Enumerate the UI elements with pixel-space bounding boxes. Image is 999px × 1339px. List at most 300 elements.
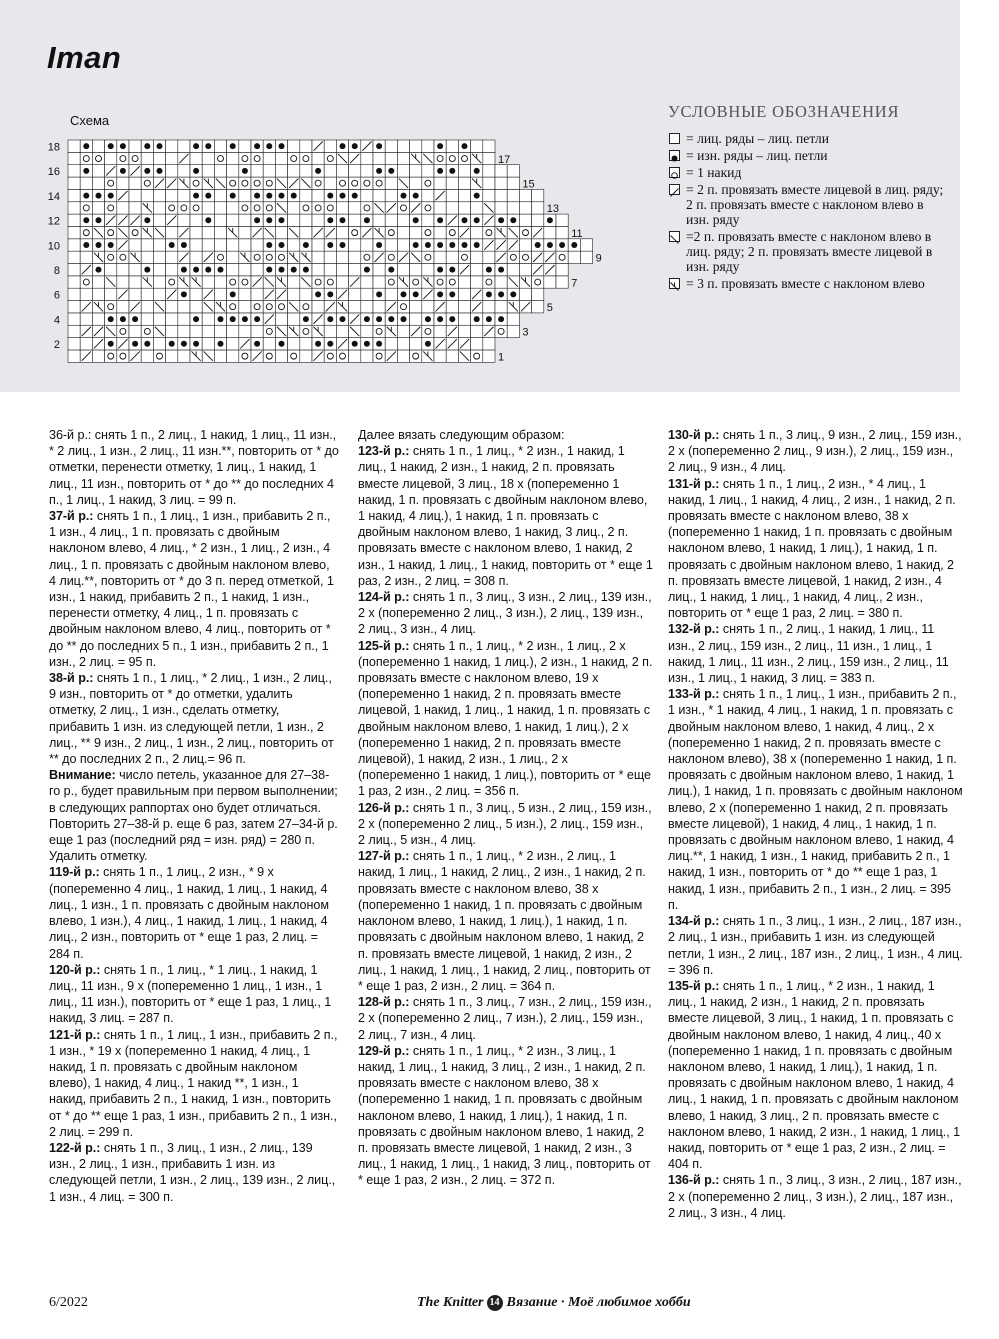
chart-cell <box>507 264 519 276</box>
chart-cell <box>288 350 300 362</box>
chart-cell <box>532 301 544 313</box>
instruction-paragraph <box>49 427 339 508</box>
chart-cell <box>92 338 104 350</box>
chart-cell <box>141 189 153 201</box>
chart-cell <box>507 189 519 201</box>
chart-cell <box>214 350 226 362</box>
legend-item-k2tog <box>668 182 948 227</box>
row-number-right: 17 <box>498 153 511 166</box>
chart-cell <box>239 214 251 226</box>
row-label: Внимание: <box>49 768 116 783</box>
chart-cell <box>153 214 165 226</box>
chart-cell <box>178 189 190 201</box>
chart-cell <box>422 177 434 189</box>
chart-cell <box>275 251 287 263</box>
row-text: снять 1 п., 1 лиц., * 2 изн., 3 лиц., 1 накид, 1 лиц., 1 накид, 3 лиц., 2 изн., 1 накид, 2 п. провязать вместе с наклоном влево, 38 х (попеременно 1 накид, 1 п. провязать с двойным наклоном влево, 1 накид, 1 лиц.), 1 накид, 1 п. провязать с двойным наклоном влево, 1 накид, 2 п. провязать вместе лицевой, 1 накид, 2 изн., 3 лиц., 1 накид, 1 лиц., 1 накид, 3 лиц., повторить от * еще 1 раз, 2 изн., 2 лиц. = 372 п. <box>358 1043 651 1188</box>
chart-cell <box>507 165 519 177</box>
row-label: 134-й р.: <box>668 914 720 929</box>
chart-cell <box>507 276 519 288</box>
chart-cell <box>263 325 275 337</box>
chart-cell <box>251 214 263 226</box>
chart-cell <box>519 226 531 238</box>
chart-cell <box>141 276 153 288</box>
chart-cell <box>68 276 80 288</box>
row-label: 130-й р.: <box>668 428 720 442</box>
chart-cell <box>153 165 165 177</box>
chart-cell <box>92 165 104 177</box>
chart-cell <box>166 189 178 201</box>
row-text: число петель, указанное для 27–38-го р., будет правильным при первом выполнении; в следующих раппортах оно будет отличаться. <box>49 768 338 815</box>
chart-cell <box>251 338 263 350</box>
chart-cell <box>385 264 397 276</box>
chart-cell <box>495 202 507 214</box>
row-number-right: 9 <box>595 252 602 265</box>
chart-cell <box>227 264 239 276</box>
chart-cell <box>471 313 483 325</box>
chart-cell <box>239 264 251 276</box>
row-text: снять 1 п., 3 лиц., 5 изн., 2 лиц., 159 изн., 2 х (попеременно 2 лиц., 5 изн.), 2 лиц., 159 изн., 2 лиц., 5 изн., 4 лиц. <box>358 800 652 848</box>
chart-cell <box>324 251 336 263</box>
chart-cell <box>251 189 263 201</box>
chart-cell <box>251 152 263 164</box>
chart-cell <box>349 189 361 201</box>
row-number-left: 8 <box>53 264 60 277</box>
row-text: снять 1 п., 1 лиц., * 2 лиц., 1 изн., 2 лиц., 9 изн., повторить от * до отметки, удалить отметку, 2 лиц., 1 изн., сделать отметку, прибавить 1 изн. из следующей петли, 1 изн., 2 лиц., ** 9 изн., 2 лиц., 1 изн., 2 лиц., повторить от ** до последних 2 п., 2 лиц.= 96 п. <box>49 671 334 767</box>
chart-cell <box>251 165 263 177</box>
chart-cell <box>178 140 190 152</box>
chart-cell <box>385 177 397 189</box>
chart-cell <box>288 276 300 288</box>
chart-cell <box>263 288 275 300</box>
chart-cell <box>202 350 214 362</box>
row-text: снять 1 п., 1 лиц., 1 изн., прибавить 2 п., 1 изн., * 1 накид, 4 лиц., 1 накид, 1 п. провязать с двойным наклоном влево, 1 накид, 4 лиц., 2 х (попеременно 1 накид, 2 п. провязать вместе с наклоном влево), 38 х (попеременно 1 накид, 1 п. провязать с двойным наклоном влево, 1 накид, 1 лиц.), 1 накид, 1 п. провязать с двойным наклоном влево, 2 х (попеременно 1 накид, 2 п. провязать вместе лицевой), 1 накид, 4 лиц., 1 накид, 1 п. провязать с двойным наклоном влево, 1 накид, 4 лиц.**, 1 накид, 1 изн., 1 накид, прибавить 2 п., 1 накид, 1 изн., повторить от * до ** еще 1 раз, 1 накид, 1 изн., прибавить 2 п., 1 изн., 2 лиц. = 395 п. <box>668 687 963 912</box>
chart-cell <box>361 140 373 152</box>
chart-cell <box>80 301 92 313</box>
chart-cell <box>373 202 385 214</box>
chart-cell <box>373 239 385 251</box>
chart-cell <box>495 189 507 201</box>
chart-cell <box>202 264 214 276</box>
footer <box>0 1295 999 1315</box>
chart-cell <box>324 264 336 276</box>
chart-cell <box>410 214 422 226</box>
chart-cell <box>288 264 300 276</box>
chart-cell <box>263 313 275 325</box>
chart-cell <box>458 140 470 152</box>
chart-cell <box>446 251 458 263</box>
chart-cell <box>178 202 190 214</box>
chart-cell <box>275 276 287 288</box>
chart-cell <box>227 177 239 189</box>
issue-date: 6/2022 <box>49 1295 88 1310</box>
chart-cell <box>202 313 214 325</box>
chart-cell <box>458 301 470 313</box>
chart-cell <box>373 288 385 300</box>
chart-cell <box>446 276 458 288</box>
chart-cell <box>202 239 214 251</box>
chart-cell <box>80 264 92 276</box>
chart-cell <box>166 140 178 152</box>
legend-title: УСЛОВНЫЕ ОБОЗНАЧЕНИЯ <box>668 102 900 121</box>
chart-cell <box>190 214 202 226</box>
chart-cell <box>166 264 178 276</box>
chart-cell <box>202 338 214 350</box>
chart-cell <box>519 264 531 276</box>
chart-cell <box>410 338 422 350</box>
chart-cell <box>471 288 483 300</box>
chart-cell <box>434 350 446 362</box>
row-text: снять 1 п., 1 лиц., 1 изн., прибавить 2 п., 1 изн., 4 лиц., 1 п. провязать с двойным наклоном влево, 4 лиц., * 2 изн., 1 лиц., 2 изн., 4 лиц., 1 п. провязать с двойным наклоном влево, 4 лиц.**, повторить от * до 3 п. перед отметкой, 1 изн., 1 накид, прибавить 2 п., 1 накид, 1 изн., перенести отметку, 4 лиц., 1 п. провязать с двойным наклоном влево, 4 лиц., повторить от * до ** до последних 5 п., 1 изн., прибавить 2 п., 1 изн., 2 лиц. = 95 п. <box>49 509 334 669</box>
chart-cell <box>227 313 239 325</box>
chart-cell <box>385 325 397 337</box>
chart-cell <box>507 251 519 263</box>
chart-cell <box>275 325 287 337</box>
chart-cell <box>324 152 336 164</box>
chart-cell <box>239 288 251 300</box>
chart-cell <box>434 251 446 263</box>
row-text: Удалить отметку. <box>49 849 148 864</box>
chart-cell <box>361 214 373 226</box>
chart-cell <box>129 338 141 350</box>
chart-cell <box>129 165 141 177</box>
chart-cell <box>190 301 202 313</box>
chart-cell <box>80 239 92 251</box>
chart-cell <box>385 288 397 300</box>
chart-cell <box>214 214 226 226</box>
chart-cell <box>214 165 226 177</box>
chart-cell <box>153 350 165 362</box>
chart-cell <box>434 276 446 288</box>
chart-cell <box>471 214 483 226</box>
chart-cell <box>227 288 239 300</box>
chart-cell <box>227 325 239 337</box>
chart-cell <box>141 350 153 362</box>
row-text: снять 1 п., 3 лиц., 1 изн., 2 лиц., 139 изн., 2 лиц., 1 изн., прибавить 1 изн. из следующей петли, 1 изн., 2 лиц., 139 изн., 2 лиц., 1 изн., 4 лиц. = 300 п. <box>49 1140 336 1204</box>
chart-cell <box>471 325 483 337</box>
chart-cell <box>275 338 287 350</box>
chart-cell <box>446 338 458 350</box>
chart-cell <box>105 276 117 288</box>
chart-cell <box>214 301 226 313</box>
chart-cell <box>422 288 434 300</box>
chart-cell <box>422 214 434 226</box>
chart-cell <box>397 189 409 201</box>
chart-cell <box>178 264 190 276</box>
row-text: снять 1 п., 1 лиц., 2 изн., * 9 х (попеременно 4 лиц., 1 накид, 1 лиц., 1 накид, 4 лиц., 1 изн., 1 п. провязать с двойным наклоном влево, 1 изн.), 4 лиц., 1 накид, 1 лиц., 1 накид, 4 лиц., 2 изн., повторить от * еще 1 раз, 2 лиц. = 284 п. <box>49 865 329 961</box>
chart-cell <box>166 276 178 288</box>
row-label: 133-й р.: <box>668 687 720 702</box>
chart-cell <box>483 325 495 337</box>
chart-cell <box>105 165 117 177</box>
chart-cell <box>385 165 397 177</box>
row-label: 127-й р.: <box>358 849 410 864</box>
chart-cell <box>129 301 141 313</box>
instruction-paragraph <box>49 508 339 670</box>
chart-cell <box>446 264 458 276</box>
legend-text: = 1 накид <box>686 165 742 180</box>
instruction-paragraph <box>49 848 339 864</box>
chart-cell <box>202 189 214 201</box>
chart-cell <box>434 140 446 152</box>
chart-cell <box>471 338 483 350</box>
chart-cell <box>239 202 251 214</box>
chart-cell <box>434 288 446 300</box>
row-label: 132-й р.: <box>668 622 720 637</box>
instruction-paragraph <box>358 443 653 589</box>
chart-cell <box>166 165 178 177</box>
chart-cell <box>519 288 531 300</box>
chart-cell <box>397 177 409 189</box>
chart-cell <box>239 140 251 152</box>
chart-cell <box>263 140 275 152</box>
chart-cell <box>483 301 495 313</box>
chart-cell <box>361 177 373 189</box>
chart-cell <box>105 226 117 238</box>
chart-cell <box>68 226 80 238</box>
text-column-3 <box>668 427 963 1221</box>
chart-cell <box>361 264 373 276</box>
chart-cell <box>105 338 117 350</box>
instruction-paragraph <box>358 638 653 800</box>
chart-cell <box>446 177 458 189</box>
chart-cell <box>68 338 80 350</box>
row-text: снять 1 п., 1 лиц., * 2 изн., 1 накид, 1 лиц., 1 накид, 2 изн., 1 накид, 2 п. провязать вместе лицевой, 3 лиц., 1 накид, 1 п. провязать с двойным наклоном влево, 1 накид, 4 лиц., 40 х (попеременно 1 накид, 1 п. провязать с двойным наклоном влево, 1 накид, 1 лиц.), 1 накид, 1 п. провязать с двойным наклоном влево, 1 накид, 4 лиц., 1 накид, 1 п. провязать с двойным наклоном влево, 1 накид, 3 лиц., 2 п. провязать вместе с наклоном влево, 1 накид, 2 изн., 1 накид, 1 лиц., 1 накид, повторить от * еще 1 раз, 2 изн., 2 лиц. = 404 п. <box>668 978 961 1172</box>
chart-cell <box>275 152 287 164</box>
chart-cell <box>568 251 580 263</box>
chart-cell <box>373 152 385 164</box>
chart-cell <box>105 288 117 300</box>
chart-cell <box>349 276 361 288</box>
chart-cell <box>129 251 141 263</box>
chart-cell <box>458 313 470 325</box>
chart-cell <box>361 152 373 164</box>
legend-item-knit <box>668 131 948 146</box>
chart-cell <box>117 165 129 177</box>
chart-cell <box>336 350 348 362</box>
chart-cell <box>397 313 409 325</box>
chart-cell <box>312 313 324 325</box>
chart-cell <box>471 189 483 201</box>
chart-cell <box>397 214 409 226</box>
chart-cell <box>68 325 80 337</box>
chart-cell <box>166 313 178 325</box>
chart-cell <box>410 152 422 164</box>
row-label: 37-й р.: <box>49 509 94 524</box>
chart-cell <box>471 140 483 152</box>
chart-cell <box>105 325 117 337</box>
chart-cell <box>251 288 263 300</box>
chart-cell <box>190 338 202 350</box>
chart-cell <box>336 313 348 325</box>
chart-cell <box>202 152 214 164</box>
chart-cell <box>68 140 80 152</box>
chart-cell <box>166 288 178 300</box>
chart-cell <box>178 177 190 189</box>
row-label: 129-й р.: <box>358 1043 410 1058</box>
chart-cell <box>153 189 165 201</box>
chart-cell <box>336 288 348 300</box>
chart-cell <box>300 251 312 263</box>
chart-cell <box>410 177 422 189</box>
chart-cell <box>300 338 312 350</box>
chart-cell <box>556 226 568 238</box>
chart-cell <box>556 214 568 226</box>
chart-cell <box>434 313 446 325</box>
chart-cell <box>178 313 190 325</box>
chart-cell <box>336 189 348 201</box>
chart-cell <box>166 226 178 238</box>
chart-cell <box>483 288 495 300</box>
row-label: 136-й р.: <box>668 1173 720 1188</box>
chart-cell <box>92 288 104 300</box>
chart-cell <box>471 350 483 362</box>
chart-cell <box>153 276 165 288</box>
chart-cell <box>68 264 80 276</box>
chart-cell <box>105 264 117 276</box>
chart-cell <box>227 301 239 313</box>
row-number-left: 16 <box>47 166 60 179</box>
chart-cell <box>275 189 287 201</box>
row-label: 38-й р.: <box>49 671 94 686</box>
chart-cell <box>422 189 434 201</box>
chart-label: Схема <box>70 113 110 128</box>
instruction-paragraph <box>49 670 339 767</box>
chart-cell <box>385 140 397 152</box>
row-number-left: 14 <box>47 190 60 203</box>
chart-cell <box>446 152 458 164</box>
chart-cell <box>202 202 214 214</box>
chart-cell <box>532 226 544 238</box>
legend-text: = изн. ряды – лиц. петли <box>686 148 828 163</box>
chart-cell <box>532 251 544 263</box>
chart-cell <box>446 189 458 201</box>
chart-cell <box>190 313 202 325</box>
chart-cell <box>117 152 129 164</box>
chart-cell <box>117 313 129 325</box>
chart-cell <box>349 264 361 276</box>
row-label: 124-й р.: <box>358 590 410 605</box>
chart-cell <box>141 251 153 263</box>
chart-cell <box>190 251 202 263</box>
dot-square-icon <box>669 150 680 161</box>
chart-cell <box>312 140 324 152</box>
chart-cell <box>105 239 117 251</box>
circle-square-icon <box>669 167 680 178</box>
chart-cell <box>80 251 92 263</box>
chart-cell <box>190 152 202 164</box>
chart-cell <box>532 202 544 214</box>
chart-cell <box>105 189 117 201</box>
chart-cell <box>458 202 470 214</box>
chart-cell <box>324 165 336 177</box>
chart-cell <box>324 301 336 313</box>
chart-cell <box>300 264 312 276</box>
chart-cell <box>446 239 458 251</box>
chart-cell <box>312 239 324 251</box>
chart-cell <box>507 226 519 238</box>
chart-cell <box>483 152 495 164</box>
chart-cell <box>312 189 324 201</box>
chart-cell <box>544 239 556 251</box>
chart-cell <box>410 140 422 152</box>
chart-cell <box>434 189 446 201</box>
chart-cell <box>288 301 300 313</box>
chart-cell <box>312 301 324 313</box>
chart-cell <box>471 264 483 276</box>
instruction-paragraph <box>49 1027 339 1140</box>
chart-cell <box>227 276 239 288</box>
chart-cell <box>92 214 104 226</box>
chart-cell <box>483 239 495 251</box>
instruction-paragraph <box>49 864 339 961</box>
chart-cell <box>519 276 531 288</box>
chart-cell <box>153 202 165 214</box>
chart-cell <box>410 276 422 288</box>
page-title: Iman <box>47 40 122 75</box>
instruction-paragraph <box>358 994 653 1043</box>
chart-cell <box>397 301 409 313</box>
chart-cell <box>227 140 239 152</box>
chart-cell <box>532 276 544 288</box>
chart-cell <box>117 301 129 313</box>
chart-cell <box>227 189 239 201</box>
chart-cell <box>373 325 385 337</box>
chart-cell <box>190 189 202 201</box>
instruction-paragraph <box>358 1043 653 1189</box>
chart-cell <box>410 226 422 238</box>
chart-cell <box>373 140 385 152</box>
chart-cell <box>239 239 251 251</box>
page-number: 14 <box>487 1295 503 1311</box>
chart-cell <box>166 152 178 164</box>
chart-cell <box>300 152 312 164</box>
chart-cell <box>361 325 373 337</box>
chart-cell <box>214 202 226 214</box>
chart-cell <box>556 251 568 263</box>
chart-cell <box>190 350 202 362</box>
chart-cell <box>202 177 214 189</box>
chart-cell <box>532 214 544 226</box>
chart-cell <box>373 338 385 350</box>
chart-cell <box>385 239 397 251</box>
chart-cell <box>202 276 214 288</box>
instruction-paragraph <box>49 767 339 816</box>
chart-cell <box>434 239 446 251</box>
chart-cell <box>178 226 190 238</box>
chart-cell <box>336 301 348 313</box>
chart-cell <box>190 264 202 276</box>
chart-cell <box>361 189 373 201</box>
chart-cell <box>178 165 190 177</box>
chart-cell <box>336 325 348 337</box>
chart-cell <box>239 152 251 164</box>
chart-cell <box>556 276 568 288</box>
chart-cell <box>105 152 117 164</box>
legend-item-purl-row <box>668 148 948 163</box>
chart-cell <box>300 214 312 226</box>
chart-cell <box>434 152 446 164</box>
chart-cell <box>141 165 153 177</box>
chart-cell <box>263 350 275 362</box>
chart-cell <box>288 140 300 152</box>
legend-item-sk2p <box>668 276 948 291</box>
chart-cell <box>495 313 507 325</box>
chart-cell <box>68 239 80 251</box>
chart-cell <box>434 226 446 238</box>
chart-cell <box>190 226 202 238</box>
chart-cell <box>275 239 287 251</box>
chart-cell <box>275 214 287 226</box>
